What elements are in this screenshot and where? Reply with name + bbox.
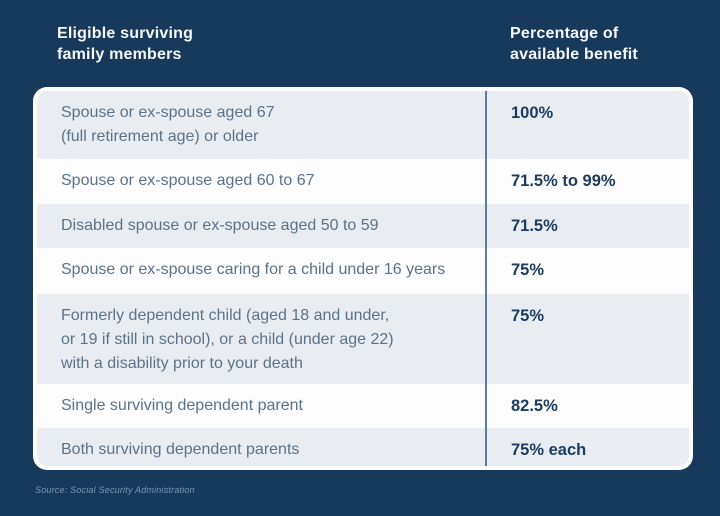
member-line: Disabled spouse or ex-spouse aged 50 to 59 (61, 217, 379, 234)
table-row (37, 384, 689, 428)
member-line: with a disability prior to your death (61, 355, 303, 372)
column-header-members (57, 23, 193, 65)
benefit-value: 75% each (511, 441, 587, 459)
benefit-value: 75% (511, 307, 545, 325)
member-line: Formerly dependent child (aged 18 and under, (61, 307, 390, 324)
column-header-members-line1: Eligible surviving (57, 25, 194, 42)
member-cell (37, 159, 485, 193)
member-line: Single surviving dependent parent (61, 397, 303, 414)
member-line: or 19 if still in school), or a child (under age 22) (61, 331, 394, 348)
column-divider (485, 91, 487, 466)
member-cell (37, 294, 485, 376)
column-header-members-line2: family members (57, 46, 182, 63)
member-cell (37, 204, 485, 238)
benefit-value: 71.5% to 99% (511, 172, 616, 190)
table-row (37, 159, 689, 204)
member-cell (37, 428, 485, 462)
table-row (37, 204, 689, 248)
benefit-value: 71.5% (511, 217, 558, 235)
benefit-value: 82.5% (511, 397, 558, 415)
column-header-benefit (510, 23, 638, 65)
table-row (37, 294, 689, 384)
benefit-value: 75% (511, 261, 545, 279)
source-attribution: Source: Social Security Administration (35, 485, 195, 495)
benefits-table-card (33, 87, 693, 470)
member-line: (full retirement age) or older (61, 128, 259, 145)
table-row (37, 91, 689, 159)
table-row (37, 428, 689, 466)
member-line: Spouse or ex-spouse aged 60 to 67 (61, 172, 315, 189)
member-line: Spouse or ex-spouse aged 67 (61, 104, 275, 121)
member-cell (37, 248, 485, 282)
member-cell (37, 91, 485, 149)
column-header-benefit-line1: Percentage of (510, 25, 619, 42)
member-cell (37, 384, 485, 418)
column-header-benefit-line2: available benefit (510, 46, 638, 63)
benefits-table-rows (37, 91, 689, 466)
member-line: Both surviving dependent parents (61, 441, 300, 458)
member-line: Spouse or ex-spouse caring for a child under 16 years (61, 261, 446, 278)
table-row (37, 248, 689, 294)
benefit-value: 100% (511, 104, 554, 122)
